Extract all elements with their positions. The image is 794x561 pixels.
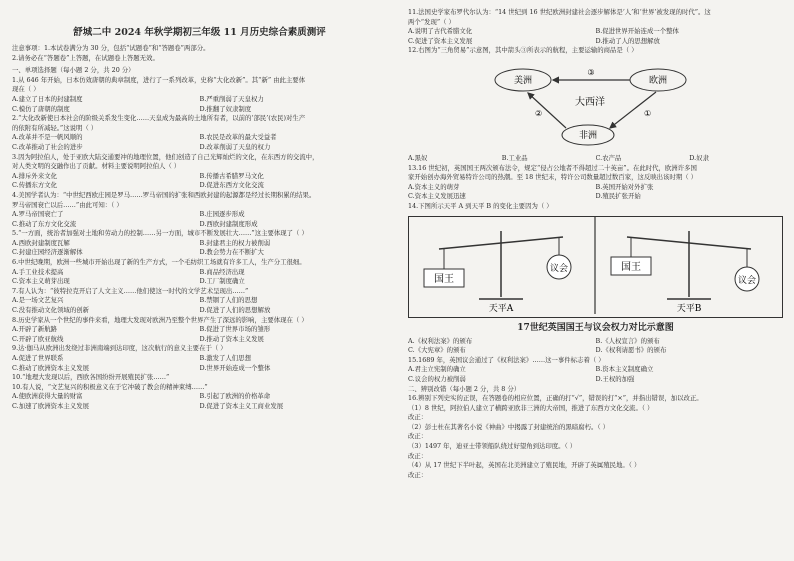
- option: C.资本主义萌芽出现: [12, 277, 70, 286]
- triangle-trade-svg: [408, 60, 783, 150]
- exam-title: 舒城二中 2024 年秋学期初三年级 11 月历史综合素质测评: [73, 27, 326, 38]
- option: B.农民是改革的最大受益者: [199, 133, 277, 142]
- question-line: 的依附有所减轻。”这说明（ ）: [12, 123, 98, 132]
- option: A.君主立宪制的确立: [408, 365, 466, 374]
- question-line: 9.达·伽马从欧洲出发绕过非洲南端到达印度，这次航行的意义主要在于（ ）: [12, 344, 227, 353]
- option: B.英国开始对外扩张: [595, 182, 654, 191]
- option-row: [408, 27, 783, 37]
- option: D.《权利请愿书》的颁布: [595, 346, 667, 355]
- option: B.工业品: [501, 153, 528, 162]
- option-row: [408, 183, 783, 193]
- option: A.建立了日本的封建制度: [12, 94, 83, 103]
- option: D.促进东西方文化交流: [199, 181, 264, 190]
- question-line: 罗马帝国衰亡以后……”由此可知：（ ）: [12, 200, 123, 209]
- question-line: 13.16 世纪初，英国国王两次颁布法令，规定“侵占公地者不得超过二十英亩”。在此时代，欧洲许多国: [408, 163, 697, 172]
- option: B.严重削弱了天皇权力: [199, 94, 264, 103]
- option: A.排斥外来文化: [12, 171, 57, 180]
- question-line: 对人类文明的交融作出了贡献。材料主要说明阿拉伯人（ ）: [12, 162, 181, 171]
- option-row: [12, 277, 387, 287]
- question-line: 3.因为阿拉伯人，处于亚欧大陆交通要冲的地理位置，他们创造了自己光辉灿烂的文化，在东西方的交流中，: [12, 152, 319, 161]
- option: C.农产品: [595, 153, 622, 162]
- america-label: 美洲: [513, 75, 533, 86]
- option: C.传播东方文化: [12, 181, 58, 190]
- option-row: [12, 210, 387, 220]
- balance-caption: 17世纪英国国王与议会权力对比示意图: [517, 322, 674, 333]
- option-row: [12, 248, 387, 258]
- arrow-3-label: ③: [587, 67, 595, 77]
- option-row: [408, 375, 783, 385]
- option-row: [408, 337, 783, 347]
- question-line: 1.从 646 年开始，日本仿效唐朝的典章制度，进行了一系列改革，史称“大化改新”。其“新” 由此主要体: [12, 75, 306, 84]
- question-line: （1）8 世纪，阿拉伯人建立了横跨亚欧非三洲的大帝国，推进了东西方文化交流。（ ）: [408, 403, 654, 412]
- option: A.西欧封建制度瓦解: [12, 238, 70, 247]
- arrow-1-label: ①: [644, 108, 652, 118]
- balance-svg: [409, 217, 781, 314]
- section-heading: 二、辨别改错（每小题 2 分，共 8 分）: [408, 384, 521, 393]
- question-line: 16.辨别下列史实的正误，在答题卷的相应位置，正确的打“√”，错误的打“×”，并指出错误，加以改正。: [408, 394, 703, 403]
- balance-a-king-label: 国王: [434, 273, 454, 285]
- correction-label: 改正：: [408, 413, 428, 422]
- correction-label: 改正：: [408, 432, 428, 441]
- option-row: [12, 105, 387, 115]
- question-line: 两个“发现”（ ）: [408, 17, 455, 26]
- option: D.奴隶: [689, 153, 709, 162]
- balance-b-label: 天平B: [676, 303, 702, 314]
- option: C.资本主义发展迅速: [408, 192, 466, 201]
- question-line: 7.有人认为：“彼特拉克开启了人文主义……他们使这一时代的文学艺术呈现出……”: [12, 286, 249, 295]
- question-line: 5.“一方面，统治者加强对土地和劳动力的控制……另一方面，城市不断发展壮大……”这主要体现了（ ）: [12, 229, 308, 238]
- option: C.加速了欧洲资本主义发展: [12, 401, 89, 410]
- balance-a-label: 天平A: [488, 303, 514, 314]
- option-row: [408, 365, 783, 375]
- option: A.促进了世界联系: [12, 354, 64, 362]
- option: B.《人权宣言》的颁布: [595, 336, 660, 345]
- option-row: [12, 268, 387, 278]
- balance-illustration: [408, 216, 783, 318]
- balance-b-king-label: 国王: [621, 261, 641, 273]
- option: B.封建君主的权力被削弱: [199, 238, 271, 247]
- option: A.手工业技术提高: [12, 267, 64, 276]
- option-row: [12, 392, 387, 402]
- note-line: 2.请务必在“答题卷”上答题，在试题卷上答题无效。: [12, 53, 159, 62]
- option: A.是一场文艺复兴: [12, 296, 64, 305]
- option-row: [408, 37, 783, 47]
- europe-label: 欧洲: [648, 75, 668, 86]
- option: A.使欧洲获得大量的财富: [12, 392, 83, 401]
- question-line: 10.有人说，“文艺复兴的积极意义在于它冲破了教会的精神束缚……”: [12, 382, 208, 391]
- question-line: 12.右图为“三角贸易”示意图，其中箭头③所表示的航程，主要运输的商品是（ ）: [408, 46, 638, 55]
- option: D.促进了人们的思想解放: [199, 306, 271, 315]
- option: C.开辟了欧亚航线: [12, 334, 64, 343]
- option: C.没有推动文化领域的创新: [12, 306, 89, 315]
- question-line: 8.历史学家从一个世纪的事件来看，地理大发现对欧洲乃至整个世界产生了深远的影响，主要体现在（ ）: [12, 315, 308, 324]
- option-row: [12, 239, 387, 249]
- question-line: 4.美国学者认为：“中世纪西欧庄园是罗马……罗马帝国的扩张和西欧封建的起源都是经过长期积累的结果。: [12, 190, 316, 199]
- option: B.促进世界开始连成一个整体: [595, 27, 679, 36]
- arrow-2: [528, 93, 566, 128]
- option: D.推动了人的思想解放: [595, 36, 660, 45]
- option-row: [12, 402, 387, 412]
- option: C.模仿了唐朝的制度: [12, 104, 70, 113]
- question-line: 15.1689 年，英国议会通过了《权利法案》……这一事件标志着（ ）: [408, 355, 605, 364]
- option: B.传播古希腊罗马文化: [199, 171, 264, 180]
- option: D.王权的加强: [595, 374, 635, 383]
- option: A.黑奴: [408, 153, 428, 162]
- section-heading: 一、单项选择题（每小题 2 分，共 20 分）: [12, 66, 135, 75]
- option: D.教会势力在不断扩大: [199, 248, 264, 257]
- option: C.促进了资本主义发展: [408, 36, 473, 45]
- option: B.商品经济出现: [199, 267, 245, 276]
- option: C.《大宪章》的颁布: [408, 346, 466, 355]
- option-row: [12, 354, 387, 364]
- arrow-2-label: ②: [535, 108, 543, 118]
- option: A.《权利法案》的颁布: [408, 336, 473, 345]
- balance-b-parliament-label: 议会: [737, 275, 757, 286]
- option-row: [12, 95, 387, 105]
- option: A.罗马帝国衰亡了: [12, 210, 64, 219]
- option: C.推动了欧洲资本主义发展: [12, 363, 89, 372]
- question-line: 14.下图所示天平 A 到天平 B 的变化主要因为（ ）: [408, 201, 553, 210]
- option-row: [12, 220, 387, 230]
- triangle-trade-diagram: [408, 60, 783, 150]
- note-line: 注意事项：1.本试卷满分为 30 分，包括“试题卷”和“答题卷”两部分。: [12, 44, 210, 52]
- option: B.禁锢了人们的思想: [199, 296, 258, 305]
- option: D.西欧封建制度形成: [199, 219, 258, 228]
- option: A.开辟了新航路: [12, 325, 57, 334]
- option-row: [408, 154, 783, 164]
- option: B.资本主义制度确立: [595, 365, 654, 374]
- option: D.工厂制度确立: [199, 277, 245, 286]
- ocean-label: 大西洋: [575, 96, 605, 108]
- option-row: [12, 325, 387, 335]
- question-line: （3）1497 年，迪亚士带领船队绕过好望角到达印度。（ ）: [408, 442, 577, 451]
- question-line: 家开始创办海外贸易特许公司的热潮。至 18 世纪末，特许公司数量超过数百家，这反映出该时期（ ）: [408, 173, 698, 182]
- option: D.改革削弱了天皇的权力: [199, 142, 271, 151]
- option-row: [12, 306, 387, 316]
- question-line: 11.法国史学家布罗代尔认为：“14 世纪到 16 世纪欧洲封建社会逐步解体是‘人’和‘世界’被发现的时代”。这: [408, 8, 711, 16]
- question-line: 6.中世纪晚期，欧洲一些城市开始出现了新的生产方式，一个毛纺织工场就有许多工人，生产分工很细。: [12, 258, 306, 267]
- correction-label: 改正：: [408, 470, 428, 479]
- option: B.促进了世界市场的雏形: [199, 325, 271, 334]
- option: A.说明了古代希腊文化: [408, 27, 473, 36]
- option: D.世界开始连成一个整体: [199, 363, 271, 372]
- option: D.推翻了奴隶制度: [199, 104, 252, 113]
- option: C.议会的权力被削弱: [408, 374, 466, 383]
- option: B.激发了人们思想: [199, 354, 251, 362]
- option: B.庄园逐步形成: [199, 210, 245, 219]
- question-line: （2）彭士杜在其著名小说《神曲》中揭露了封建统治的黑暗腐朽。（ ）: [408, 422, 610, 431]
- option: D.推动了资本主义发展: [199, 334, 264, 343]
- question-line: 现在（ ）: [12, 85, 40, 94]
- option-row: [12, 296, 387, 306]
- option-row: [12, 172, 387, 182]
- option-row: [12, 133, 387, 143]
- option: A.改革并不是一帆风顺的: [12, 133, 83, 142]
- option: D.促进了资本主义工商业发展: [199, 401, 284, 410]
- left-column: [12, 8, 387, 412]
- right-column: [408, 8, 783, 480]
- option-row: [12, 143, 387, 153]
- option: A.资本主义的萌芽: [408, 182, 460, 191]
- option-row: [12, 364, 387, 374]
- question-line: （4）从 17 世纪下半叶起，英国在北美洲建立了殖民地，开辟了英属殖民地。（ ）: [408, 461, 641, 470]
- option: D.殖民扩张开始: [595, 192, 641, 201]
- option: C.改革推动了社会的进步: [12, 142, 83, 151]
- option: C.封建庄园经济逐渐解体: [12, 248, 83, 257]
- option-row: [408, 192, 783, 202]
- africa-label: 非洲: [578, 130, 598, 141]
- correction-label: 改正：: [408, 451, 428, 460]
- option: C.推动了东方文化交流: [12, 219, 77, 228]
- question-line: 2.“大化改新使日本社会的阶级关系发生变化……天皇成为最高的土地所有者，以前的‘部民’(农民)对生产: [12, 114, 306, 123]
- question-line: 10.“地理大发现以后，西欧各国纷纷开展殖民扩张……”: [12, 373, 170, 382]
- balance-a-parliament-label: 议会: [549, 263, 569, 274]
- option-row: [408, 346, 783, 356]
- option-row: [12, 335, 387, 345]
- option: B.引起了欧洲的价格革命: [199, 392, 271, 401]
- option-row: [12, 181, 387, 191]
